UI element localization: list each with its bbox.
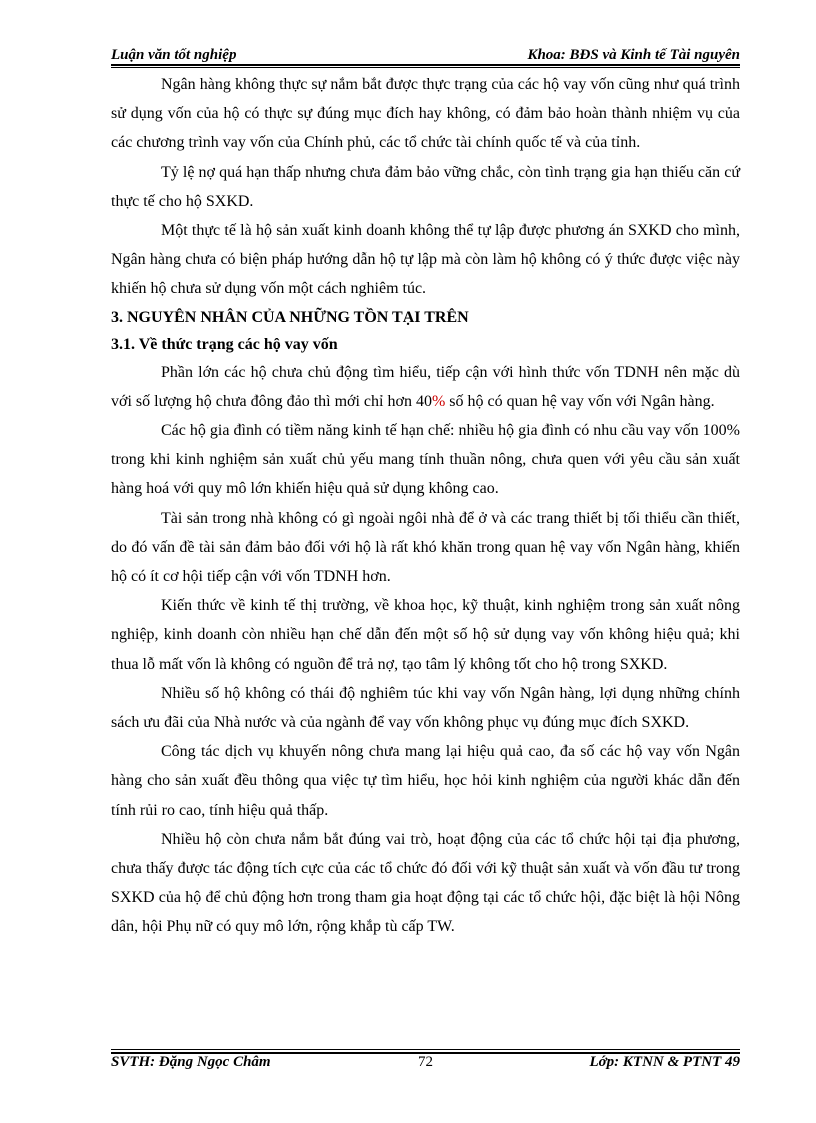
page-footer: [111, 1054, 740, 1076]
paragraph: Tài sản trong nhà không có gì ngoài ngôi nhà để ở và các trang thiết bị tối thiểu cần thiết, do đó vấn đề tài sản đảm bảo đối với hộ là rất khó khăn trong quan hệ vay vốn Ngân hàng, khiến hộ có ít cơ hội tiếp cận với vốn TDNH hơn.: [111, 509, 740, 586]
paragraph: Nhiều số hộ không có thái độ nghiêm túc khi vay vốn Ngân hàng, lợi dụng những chính sách ưu đãi của Nhà nước và của ngành để vay vốn không phục vụ đúng mục đích SXKD.: [111, 684, 740, 732]
paragraph: Kiến thức về kinh tế thị trường, về khoa học, kỹ thuật, kinh nghiệm trong sản xuất nông nghiệp, kinh doanh còn nhiều hạn chế dẫn đến một số hộ sử dụng vay vốn không hiệu quả; khi thua lỗ mất vốn là không có nguồn để trả nợ, tạo tâm lý không tốt cho hộ trong SXKD.: [111, 597, 740, 673]
paragraph: Tỷ lệ nợ quá hạn thấp nhưng chưa đảm bảo vững chắc, còn tình trạng gia hạn thiếu căn cứ thực tế cho hộ SXKD.: [111, 163, 740, 210]
footer-author: SVTH: Đặng Ngọc Châm: [111, 1054, 271, 1070]
section-heading: 3. NGUYÊN NHÂN CỦA NHỮNG TỒN TẠI TRÊN: [111, 308, 469, 326]
page-header: [111, 40, 740, 64]
paragraph-text: Phần lớn các hộ chưa chủ động tìm hiểu, tiếp cận với hình thức vốn TDNH nên mặc dù với số lượng hộ chưa đông đảo thì mới chỉ hơn 40: [111, 363, 740, 410]
percent-sign: %: [431, 392, 446, 410]
header-right: Khoa: BĐS và Kinh tế Tài nguyên: [527, 47, 740, 63]
paragraph: Một thực tế là hộ sản xuất kinh doanh không thể tự lập được phương án SXKD cho mình, Ngân hàng chưa có biện pháp hướng dẫn hộ tự lập mà còn làm hộ không có ý thức được việc này khiến hộ chưa sử dụng vốn một cách nghiêm túc.: [111, 222, 740, 298]
header-rule: [111, 64, 740, 66]
paragraph: Các hộ gia đình có tiềm năng kinh tế hạn chế: nhiều hộ gia đình có nhu cầu vay vốn 100% trong khi kinh nghiệm sản xuất chủ yếu mang tính thuần nông, chưa quen với yêu cầu sản xuất hàng hoá với quy mô lớn khiến hiệu quả sử dụng không cao.: [111, 422, 740, 498]
header-left: Luận văn tốt nghiệp: [111, 47, 237, 63]
paragraph: Nhiều hộ còn chưa nắm bắt đúng vai trò, hoạt động của các tổ chức hội tại địa phương, chưa thấy được tác động tích cực của các tổ chức đó đối với kỹ thuật sản xuất và vốn đầu tư trong SXKD của hộ để chủ động hơn trong tham gia hoạt động tại các tổ chức hội, đặc biệt là hội Nông dân, hội Phụ nữ có quy mô lớn, rộng khắp tù cấp TW.: [111, 830, 740, 936]
paragraph: Công tác dịch vụ khuyến nông chưa mang lại hiệu quả cao, đa số các hộ vay vốn Ngân hàng cho sản xuất đều thông qua việc tự tìm hiểu, học hỏi kinh nghiệm của người khác dẫn đến tính rủi ro cao, tính hiệu quả thấp.: [111, 743, 740, 819]
page-body: [111, 70, 740, 942]
footer-rule-thin: [111, 1049, 740, 1050]
paragraph: [111, 358, 740, 416]
paragraph: Ngân hàng không thực sự nắm bắt được thực trạng của các hộ vay vốn cũng như quá trình sử dụng vốn của hộ có thực sự đúng mục đích hay không, có đảm bảo hoàn thành nhiệm vụ của các chương trình vay vốn của Chính phủ, các tổ chức tài chính quốc tế và của tỉnh.: [111, 76, 740, 152]
subsection-heading: 3.1. Về thức trạng các hộ vay vốn: [111, 335, 338, 353]
header-rule-thin: [111, 67, 740, 68]
footer-class: Lớp: KTNN & PTNT 49: [589, 1054, 740, 1070]
paragraph-text: số hộ có quan hệ vay vốn với Ngân hàng.: [445, 392, 715, 410]
page-number: 72: [418, 1054, 433, 1070]
